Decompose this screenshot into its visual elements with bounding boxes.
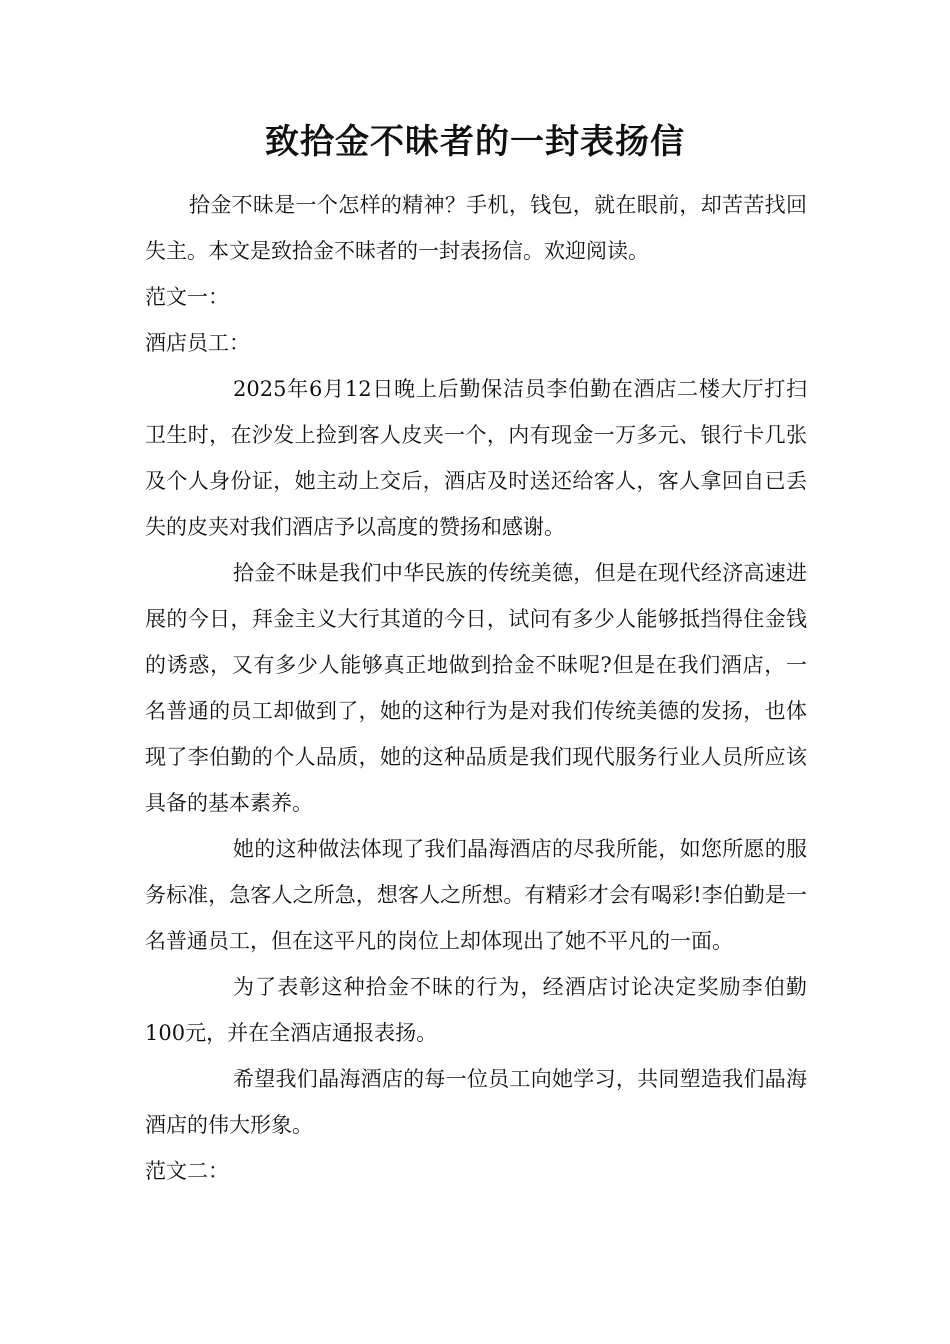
body-paragraph: 她的这种做法体现了我们晶海酒店的尽我所能，如您所愿的服务标准，急客人之所急，想客人之所想。有精彩才会有喝彩!李伯勤是一名普通员工，但在这平凡的岗位上却体现出了她不平凡的一面。 — [145, 837, 807, 953]
body-paragraph: 拾金不昧是我们中华民族的传统美德，但是在现代经济高速进展的今日，拜金主义大行其道的今日，试问有多少人能够抵挡得住金钱的诱惑，又有多少人能够真正地做到拾金不昧呢?但是在我们酒店，一名普通的员工却做到了，她的这种行为是对我们传统美德的发扬，也体现了李伯勤的个人品质，她的这种品质是我们现代服务行业人员所应该具备的基本素养。 — [145, 561, 807, 815]
document-body — [145, 182, 807, 1194]
sample-two-heading: 范文二： — [145, 1159, 229, 1183]
body-paragraph: 为了表彰这种拾金不昧的行为，经酒店讨论决定奖励李伯勤100元，并在全酒店通报表扬。 — [145, 975, 807, 1045]
body-paragraph: 希望我们晶海酒店的每一位员工向她学习，共同塑造我们晶海酒店的伟大形象。 — [145, 1067, 807, 1137]
sample-one-heading: 范文一： — [145, 285, 229, 309]
body-paragraph: 2025年6月12日晚上后勤保洁员李伯勤在酒店二楼大厅打扫卫生时，在沙发上捡到客人皮夹一个，内有现金一万多元、银行卡几张及个人身份证，她主动上交后，酒店及时送还给客人，客人拿回自已丢失的皮夹对我们酒店予以高度的赞扬和感谢。 — [145, 377, 807, 539]
document-title: 致拾金不昧者的一封表扬信 — [265, 122, 685, 162]
salutation: 酒店员工： — [145, 331, 250, 355]
intro-paragraph: 拾金不昧是一个怎样的精神？手机，钱包，就在眼前，却苦苦找回失主。本文是致拾金不昧者的一封表扬信。欢迎阅读。 — [145, 193, 807, 263]
